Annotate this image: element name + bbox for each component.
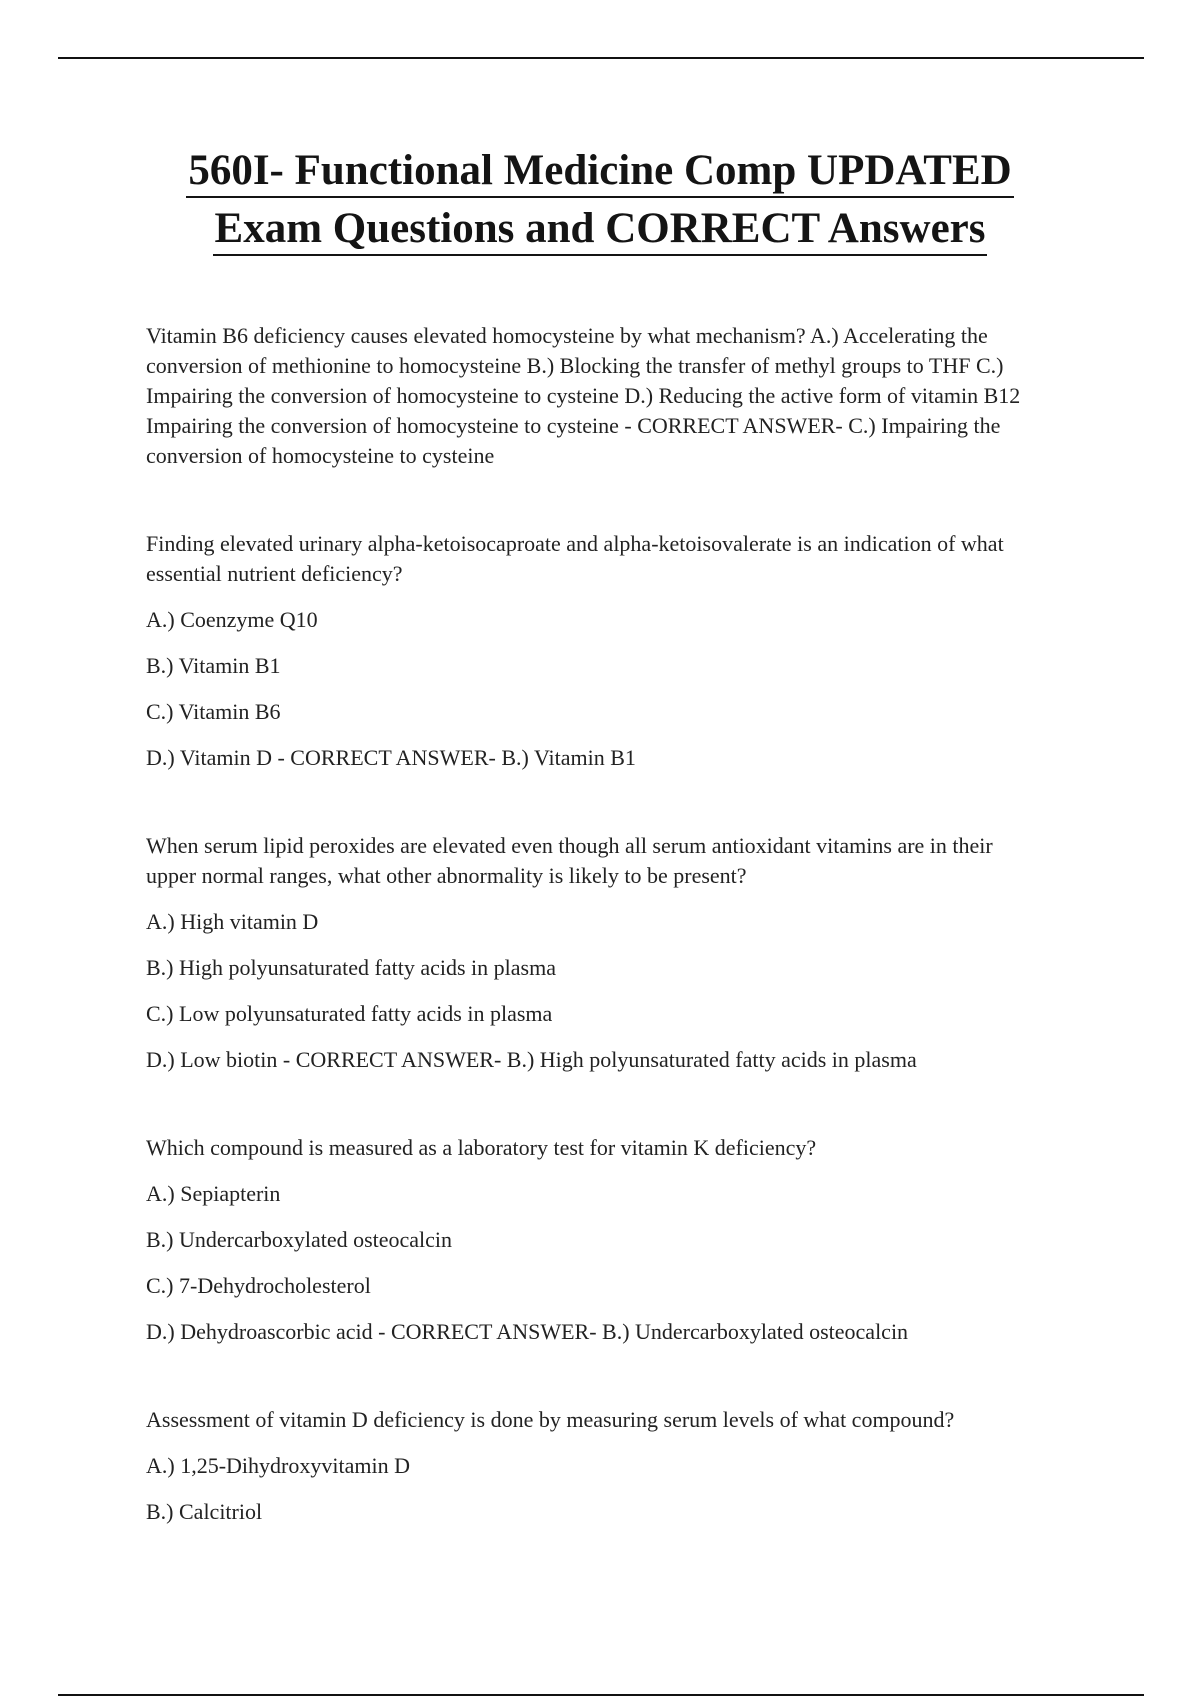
question-5 (146, 1405, 1046, 1527)
answer-option-b: B.) Calcitriol (146, 1499, 263, 1524)
question-3 (146, 831, 1046, 1075)
question-2 (146, 529, 1046, 773)
answer-option-d: D.) Low biotin - CORRECT ANSWER- B.) High polyunsaturated fatty acids in plasma (146, 1047, 917, 1072)
answer-option-a: A.) 1,25-Dihydroxyvitamin D (146, 1453, 410, 1478)
answer-option-a: A.) Coenzyme Q10 (146, 607, 318, 632)
question-text: When serum lipid peroxides are elevated even though all serum antioxidant vitamins are in their upper normal ranges, what other abnormality is likely to be present? (146, 833, 993, 888)
title-line-1: 560I- Functional Medicine Comp UPDATED (186, 146, 1013, 198)
answer-option-b: B.) High polyunsaturated fatty acids in plasma (146, 955, 556, 980)
answer-option-a: A.) High vitamin D (146, 909, 319, 934)
bottom-rule (58, 1694, 1144, 1696)
question-list (146, 321, 1046, 1585)
answer-option-b: B.) Undercarboxylated osteocalcin (146, 1227, 453, 1252)
document-title (0, 142, 1200, 258)
answer-options (146, 907, 1046, 1075)
question-text: Vitamin B6 deficiency causes elevated homocysteine by what mechanism? A.) Accelerating the conversion of methionine to homocysteine B.) Blocking the transfer of methyl groups to THF C.) Impairing the conversion of homocysteine to cysteine D.) Reducing the active form of vitamin B12 Impairing the conversion of homocysteine to cysteine - CORRECT ANSWER- C.) Impairing the conversion of homocysteine to cysteine (146, 323, 1021, 468)
answer-option-c: C.) Low polyunsaturated fatty acids in plasma (146, 1001, 553, 1026)
question-text: Finding elevated urinary alpha-ketoisocaproate and alpha-ketoisovalerate is an indication of what essential nutrient deficiency? (146, 531, 1004, 586)
title-line-2: Exam Questions and CORRECT Answers (213, 204, 988, 256)
answer-option-d: D.) Dehydroascorbic acid - CORRECT ANSWER- B.) Undercarboxylated osteocalcin (146, 1319, 909, 1344)
question-text: Which compound is measured as a laboratory test for vitamin K deficiency? (146, 1135, 817, 1160)
answer-option-c: C.) 7-Dehydrocholesterol (146, 1273, 371, 1298)
question-text: Assessment of vitamin D deficiency is done by measuring serum levels of what compound? (146, 1407, 955, 1432)
answer-options (146, 605, 1046, 773)
answer-option-b: B.) Vitamin B1 (146, 653, 281, 678)
answer-option-c: C.) Vitamin B6 (146, 699, 281, 724)
answer-option-a: A.) Sepiapterin (146, 1181, 281, 1206)
question-1 (146, 321, 1046, 471)
question-4 (146, 1133, 1046, 1347)
answer-option-d: D.) Vitamin D - CORRECT ANSWER- B.) Vitamin B1 (146, 745, 636, 770)
answer-options (146, 1451, 1046, 1527)
top-rule (58, 57, 1144, 59)
answer-options (146, 1179, 1046, 1347)
